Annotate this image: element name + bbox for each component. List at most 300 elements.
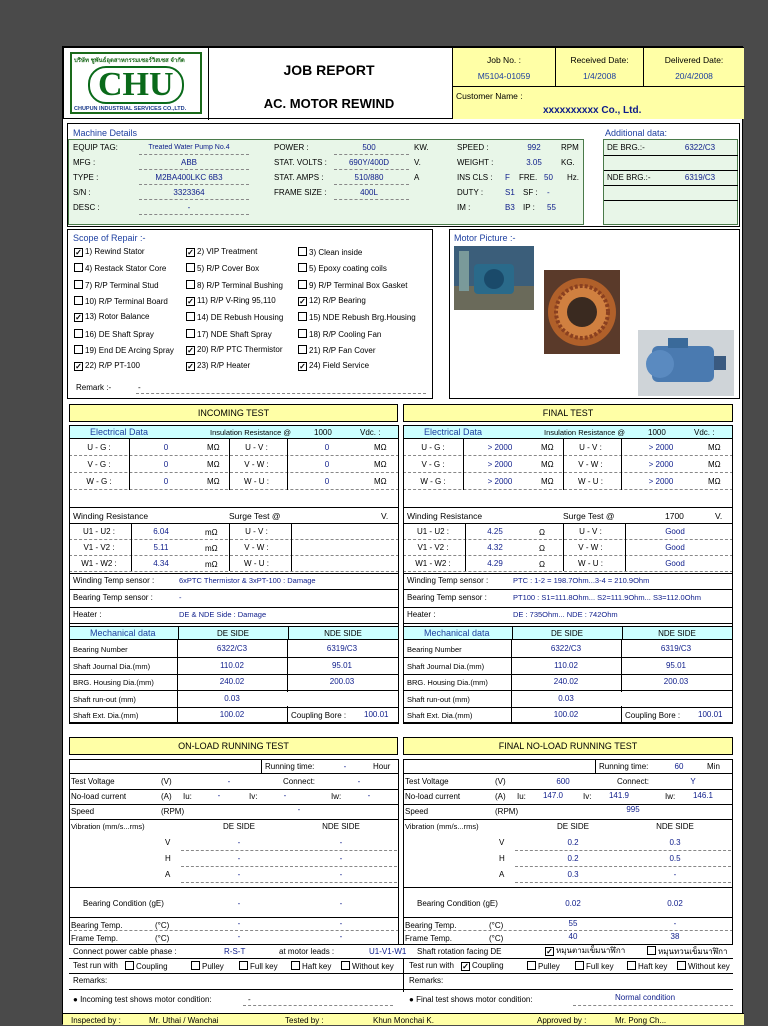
- checkbox-icon[interactable]: ✓: [187, 345, 194, 355]
- machine-details-title: Machine Details: [73, 128, 138, 138]
- rotation-cw-label: หมุนตามเข็มนาฬิกา: [556, 946, 626, 955]
- iw-value: -: [367, 791, 371, 800]
- incoming-condition-value: -: [248, 995, 251, 1004]
- winding-resistance-label: Winding Resistance: [407, 511, 483, 521]
- surge-unit: V.: [381, 511, 389, 521]
- connect-value: -: [357, 777, 361, 786]
- volts-unit: V.: [414, 158, 421, 167]
- coupling-bore-value: 100.01: [364, 710, 389, 719]
- ins-wg-value: 0: [163, 477, 169, 486]
- scope-item-checkbox[interactable]: [186, 312, 283, 323]
- winding-temp-sensor-label: Winding Temp sensor :: [73, 576, 155, 585]
- ins-class-label: INS CLS :: [457, 173, 493, 182]
- final-condition-label: Final test shows motor condition:: [416, 995, 533, 1004]
- type-value: M2BA400LKC 6B3: [155, 173, 223, 182]
- checkbox-icon[interactable]: [298, 280, 307, 289]
- mech-row-label: Shaft run-out (mm): [407, 694, 470, 704]
- scope-item-checkbox[interactable]: [298, 280, 407, 291]
- vib-de-header: DE SIDE: [556, 822, 589, 831]
- ins-vg-label: V - G :: [421, 460, 445, 469]
- bearing-temp-nde: -: [673, 919, 677, 928]
- approver-name: Mr. Pong Ch...: [615, 1016, 667, 1025]
- bearing-condition-label: Bearing Condition (gE): [417, 899, 498, 908]
- unit-label: MΩ: [708, 460, 721, 469]
- running-time-unit: Min: [707, 762, 720, 771]
- scope-item-checkbox[interactable]: [298, 247, 362, 258]
- test-run-half_key-checkbox[interactable]: [627, 961, 667, 972]
- mech-row-label: Bearing Number: [407, 645, 462, 654]
- test-run-half_key-checkbox[interactable]: [291, 961, 331, 972]
- surge-uv-value: Good: [665, 527, 685, 536]
- test-run-option-label: Pulley: [202, 962, 224, 971]
- winding-u-value: 6.04: [153, 527, 169, 536]
- unit-label: Ω: [539, 544, 545, 553]
- checkbox-icon[interactable]: [298, 263, 307, 272]
- desc-label: DESC :: [73, 203, 100, 212]
- heater-value: DE & NDE Side : Damage: [179, 610, 267, 619]
- scope-item-label: 22) R/P PT-100: [85, 361, 140, 371]
- iv-label: Iv:: [249, 792, 258, 801]
- test-run-full_key-checkbox[interactable]: [575, 961, 614, 972]
- rotation-ccw-label: หมุนทวนเข็มนาฬิกา: [658, 947, 728, 956]
- im-label: IM :: [457, 203, 471, 212]
- insulation-label: Insulation Resistance @: [544, 428, 625, 437]
- ins-ug-value: 0: [163, 443, 169, 452]
- mfg-label: MFG :: [73, 158, 96, 167]
- test-run-option-label: Full key: [250, 962, 278, 971]
- scope-item-checkbox[interactable]: [298, 263, 387, 274]
- unit-label: MΩ: [207, 443, 220, 452]
- checkbox-icon[interactable]: [191, 961, 200, 970]
- checkbox-icon[interactable]: ✓: [75, 313, 82, 323]
- heater-label: Heater :: [407, 610, 436, 619]
- mech-de-value: 110.02: [554, 660, 578, 670]
- mech-de-value: 100.02: [219, 710, 245, 719]
- duty-value: S1: [505, 188, 515, 197]
- picture-title: Motor Picture :-: [454, 233, 516, 243]
- iv-value: -: [283, 791, 287, 800]
- mech-de-value: 110.02: [220, 660, 244, 670]
- type-label: TYPE :: [73, 173, 99, 182]
- vib-v-label: V: [165, 838, 171, 847]
- checkbox-icon[interactable]: ✓: [299, 296, 306, 306]
- scope-item-checkbox[interactable]: [74, 296, 168, 307]
- winding-temp-sensor-label: Winding Temp sensor :: [407, 576, 489, 585]
- scope-item-label: 9) R/P Terminal Box Gasket: [309, 280, 408, 290]
- connect-label: Connect:: [283, 777, 316, 786]
- frame-temp-label: Frame Temp.: [405, 934, 452, 943]
- surge-vw-value: Good: [665, 543, 685, 552]
- iw-label: Iw:: [665, 792, 676, 801]
- bearing-condition-nde: -: [339, 899, 343, 908]
- scope-item-label: 8) R/P Terminal Bushing: [197, 280, 283, 290]
- vib-a-de-value: 0.3: [567, 870, 579, 879]
- winding-v-value: 4.32: [487, 543, 503, 552]
- degc-label: (°C): [489, 934, 504, 943]
- vib-h-nde-value: -: [339, 854, 343, 863]
- checkbox-icon[interactable]: ✓: [299, 362, 306, 372]
- scope-item-label: 15) NDE Rebush Brg.Housing: [309, 313, 416, 323]
- weight-unit: KG.: [561, 158, 575, 167]
- test-run-pulley-checkbox[interactable]: [527, 961, 560, 972]
- onload-running-header: ON-LOAD RUNNING TEST: [69, 737, 398, 755]
- scope-item-label: 24) Field Service: [309, 361, 370, 371]
- checkbox-icon[interactable]: [74, 280, 83, 289]
- received-date-label: Received Date:: [570, 55, 629, 65]
- vib-v-de-value: -: [237, 838, 241, 847]
- ins-wu-label: W - U :: [244, 477, 269, 486]
- checkbox-icon[interactable]: [186, 263, 195, 272]
- ip-label: IP :: [523, 203, 535, 212]
- ins-wg-label: W - G :: [86, 477, 112, 486]
- remark-label: Remark :-: [76, 383, 112, 392]
- winding-v-value: 5.11: [153, 543, 169, 552]
- winding-u-value: 4.25: [487, 527, 503, 536]
- ins-class-value: F: [505, 173, 510, 182]
- checkbox-icon[interactable]: [575, 961, 584, 970]
- surge-wu-label: W - U :: [244, 559, 269, 568]
- checkbox-icon[interactable]: [74, 345, 83, 354]
- scope-title: Scope of Repair :-: [73, 233, 146, 243]
- run-bottom: [69, 944, 733, 985]
- test-run-pulley-checkbox[interactable]: [191, 961, 224, 972]
- job-no-label: Job No. :: [486, 55, 522, 65]
- checkbox-icon[interactable]: [186, 280, 195, 289]
- checkbox-icon[interactable]: [527, 961, 536, 970]
- nde-brg-value: 6319/C3: [684, 173, 716, 182]
- winding-u-label: U1 - U2 :: [416, 527, 449, 536]
- surge-wu-label: W - U :: [578, 559, 603, 568]
- amps-label: STAT. AMPS :: [274, 173, 324, 182]
- mech-row-label: BRG. Housing Dia.(mm): [73, 678, 154, 687]
- running-time-label: Running time:: [599, 762, 649, 771]
- customer-name: xxxxxxxxxx Co., Ltd.: [543, 105, 642, 116]
- power-unit: KW.: [414, 143, 429, 152]
- coupling-bore-label: Coupling Bore :: [625, 711, 681, 720]
- equip-tag-label: EQUIP TAG:: [73, 143, 118, 152]
- test-run-option-label: Test run with: [409, 961, 454, 970]
- ins-uv-label: U - V :: [579, 443, 602, 452]
- ins-vw-value: > 2000: [648, 460, 674, 469]
- motor-photo-1: [454, 246, 534, 310]
- unit-label: MΩ: [374, 460, 387, 469]
- scope-item-checkbox[interactable]: [298, 312, 416, 323]
- speed-label: Speed: [405, 807, 429, 816]
- bearing-temp-label: Bearing Temp.: [405, 921, 457, 930]
- vib-v-de-value: 0.2: [567, 838, 579, 847]
- scope-item-checkbox[interactable]: [186, 263, 259, 274]
- final-condition: ● Final test shows motor condition:: [409, 995, 533, 1004]
- checkbox-icon[interactable]: [74, 296, 83, 305]
- insulation-voltage: 1000: [314, 428, 332, 437]
- vib-h-de-value: -: [237, 854, 241, 863]
- sn-value: 3323364: [173, 188, 205, 197]
- heater-label: Heater :: [73, 610, 102, 619]
- frame-value: 400L: [360, 188, 378, 197]
- frame-temp-de: 40: [568, 932, 578, 941]
- test-run-full_key-checkbox[interactable]: [239, 961, 278, 972]
- ins-ug-label: U - G :: [421, 443, 445, 452]
- bearing-condition-label: Bearing Condition (gE): [83, 899, 164, 908]
- vib-v-nde-value: 0.3: [669, 838, 681, 847]
- surge-voltage: 1700: [665, 511, 684, 521]
- scope-item-checkbox[interactable]: [186, 361, 250, 371]
- vib-nde-header: NDE SIDE: [656, 822, 694, 831]
- job-no-value: M5104-01059: [477, 71, 531, 81]
- vib-a-nde-value: -: [339, 870, 343, 879]
- speed-unit: RPM: [561, 143, 579, 152]
- mech-nde-value: 6319/C3: [660, 644, 692, 653]
- test-run-without_key-checkbox[interactable]: [677, 961, 730, 972]
- checkbox-icon[interactable]: [677, 961, 686, 970]
- vib-a-de-value: -: [237, 870, 241, 879]
- checkbox-icon[interactable]: ✓: [75, 362, 82, 372]
- rotation-cw-checkbox[interactable]: ✓ หมุนตามเข็มนาฬิกา: [546, 946, 626, 956]
- scope-item-checkbox[interactable]: [74, 263, 166, 274]
- unit-label: mΩ: [205, 544, 218, 553]
- scope-item-label: 19) End DE Arcing Spray: [85, 345, 174, 355]
- mech-nde-value: 95.01: [331, 660, 353, 670]
- test-run-option-label: Full key: [586, 962, 614, 971]
- scope-item-label: 23) R/P Heater: [197, 361, 251, 371]
- machine-fields: [68, 139, 584, 225]
- nde-brg-label: NDE BRG.:-: [607, 173, 651, 182]
- checkbox-icon[interactable]: [186, 312, 195, 321]
- checkbox-icon[interactable]: [125, 961, 134, 970]
- checkbox-icon[interactable]: [74, 329, 83, 338]
- unit-label: MΩ: [541, 443, 554, 452]
- insulation-label: Insulation Resistance @: [210, 428, 291, 437]
- surge-vw-label: V - W :: [244, 543, 269, 552]
- scope-item-checkbox[interactable]: [74, 329, 154, 340]
- checkbox-icon[interactable]: [298, 329, 307, 338]
- scope-item-checkbox[interactable]: [74, 345, 174, 356]
- scope-item-checkbox[interactable]: [298, 345, 376, 356]
- bearing-condition-nde: 0.02: [667, 899, 683, 908]
- test-run-coupling-checkbox[interactable]: [461, 961, 504, 971]
- mechanical-data-label: Mechanical data: [90, 628, 156, 638]
- degc-label: (°C): [489, 921, 504, 930]
- speed-label: SPEED :: [457, 143, 489, 152]
- checkbox-icon[interactable]: [239, 961, 248, 970]
- weight-value: 3.05: [526, 158, 542, 167]
- checkbox-icon[interactable]: [186, 329, 195, 338]
- test-run-coupling-checkbox[interactable]: [125, 961, 168, 972]
- scope-item-label: 5) R/P Cover Box: [197, 264, 260, 274]
- scope-item-checkbox[interactable]: [186, 280, 283, 291]
- final-condition-value: Normal condition: [615, 993, 676, 1002]
- frame-temp-label: Frame Temp.: [71, 934, 118, 943]
- test-run-without_key-checkbox[interactable]: [341, 961, 394, 972]
- scope-item-label: 2) VIP Treatment: [197, 247, 258, 256]
- test-voltage-value: -: [227, 777, 231, 786]
- running-time-value: -: [343, 762, 347, 771]
- motor-leads-label: at motor leads :: [279, 947, 335, 956]
- unit-label: MΩ: [541, 477, 554, 486]
- scope-item-checkbox[interactable]: [74, 312, 149, 322]
- vib-h-nde-value: 0.5: [669, 854, 681, 863]
- power-value: 500: [362, 143, 376, 152]
- scope-item-label: 16) DE Shaft Spray: [85, 329, 154, 339]
- scope-item-checkbox[interactable]: [186, 345, 283, 355]
- ins-vg-value: 0: [163, 460, 169, 469]
- vib-h-label: H: [165, 854, 171, 863]
- scope-item-checkbox[interactable]: [74, 361, 140, 371]
- scope-item-checkbox[interactable]: [186, 329, 272, 340]
- checkbox-icon[interactable]: ✓: [75, 248, 82, 257]
- iv-label: Iv:: [583, 792, 592, 801]
- scope-item-label: 5) Epoxy coating coils: [309, 264, 387, 274]
- mech-nde-value: 6319/C3: [326, 644, 358, 653]
- scope-item-checkbox[interactable]: [298, 329, 381, 340]
- im-value: B3: [505, 203, 515, 212]
- surge-wu-value: Good: [665, 559, 685, 568]
- machine-details: [67, 123, 740, 227]
- scope-item-checkbox[interactable]: [186, 296, 276, 306]
- vibration-label: Vibration (mm/s...rms): [405, 822, 479, 831]
- checkbox-icon[interactable]: [298, 345, 307, 354]
- iu-value: 147.0: [542, 791, 564, 800]
- report-title: JOB REPORT: [283, 62, 375, 78]
- mfg-value: ABB: [180, 158, 197, 167]
- motor-photo-3: [638, 330, 734, 396]
- surge-test-label: Surge Test @: [563, 511, 615, 521]
- electrical-header: [403, 425, 733, 439]
- ins-vw-label: V - W :: [578, 460, 603, 469]
- amps-unit: A: [414, 173, 420, 182]
- frame-temp-de: -: [237, 932, 241, 941]
- winding-u-label: U1 - U2 :: [82, 527, 115, 536]
- surge-uv-label: U - V :: [245, 527, 268, 536]
- test-run-option-label: Haft key: [302, 962, 332, 971]
- mech-de-value: 0.03: [558, 693, 574, 703]
- running-time-label: Running time:: [265, 762, 315, 771]
- scope-item-label: 17) NDE Shaft Spray: [197, 329, 272, 339]
- scope-item-label: 18) R/P Cooling Fan: [309, 329, 382, 339]
- mech-de-value: 240.02: [219, 677, 245, 686]
- winding-v-label: V1 - V2 :: [83, 543, 115, 552]
- winding-temp-sensor-value: 6xPTC Thermistor & 3xPT-100 : Damage: [179, 576, 316, 585]
- sf-value: -: [547, 188, 550, 197]
- iw-value: 146.1: [692, 791, 714, 800]
- electrical-header: [69, 425, 399, 439]
- mech-row-label: Shaft Ext. Dia.(mm): [73, 711, 139, 720]
- scope-item-label: 7) R/P Terminal Stud: [85, 280, 159, 290]
- mech-nde-value: 95.01: [665, 660, 687, 670]
- duty-label: DUTY :: [457, 188, 484, 197]
- vib-v-nde-value: -: [339, 838, 343, 847]
- checkbox-icon[interactable]: ✓: [462, 962, 469, 971]
- freq-value: 50: [544, 173, 553, 182]
- scope-item-checkbox[interactable]: [298, 361, 369, 371]
- inspected-label: Inspected by :: [71, 1016, 121, 1025]
- motor-picture-section: [449, 229, 740, 399]
- frame-label: FRAME SIZE :: [274, 188, 327, 197]
- vib-a-label: A: [499, 870, 505, 879]
- vib-nde-header: NDE SIDE: [322, 822, 360, 831]
- ins-uv-label: U - V :: [245, 443, 268, 452]
- mech-row-label: Shaft run-out (mm): [73, 694, 136, 704]
- amps-value: 510/880: [354, 173, 384, 182]
- test-run-option-label: Coupling: [472, 961, 504, 970]
- bearing-temp-sensor-value: -: [179, 593, 182, 602]
- checkbox-icon[interactable]: [291, 961, 300, 970]
- rotation-label: Shaft rotation facing DE: [417, 947, 502, 956]
- winding-resistance-label: Winding Resistance: [73, 511, 149, 521]
- ins-vw-value: 0: [324, 460, 330, 469]
- iu-label: Iu:: [517, 792, 526, 801]
- ins-ug-label: U - G :: [87, 443, 111, 452]
- bearing-temp-de: -: [237, 919, 241, 928]
- ins-wu-value: 0: [324, 477, 330, 486]
- electrical-data-label: Electrical Data: [90, 427, 149, 437]
- checkbox-icon[interactable]: [627, 961, 636, 970]
- nde-side-header: NDE SIDE: [324, 629, 362, 638]
- sf-label: SF :: [523, 188, 538, 197]
- received-date-value: 1/4/2008: [582, 71, 617, 81]
- degc-label: (°C): [155, 934, 170, 943]
- cable-phase-label: Connect power cable phase :: [73, 947, 177, 956]
- onload-running-panel: [69, 759, 399, 945]
- frame-temp-nde: 38: [670, 932, 680, 941]
- mech-nde-value: 200.03: [663, 677, 689, 686]
- scope-item-label: 3) Clean inside: [309, 248, 363, 257]
- logo-text: CHU: [88, 66, 184, 104]
- scope-item-checkbox[interactable]: [74, 247, 145, 257]
- de-side-header: DE SIDE: [550, 629, 583, 638]
- desc-value: -: [187, 203, 191, 212]
- checkbox-icon[interactable]: [298, 312, 307, 321]
- checkbox-icon[interactable]: ✓: [187, 362, 194, 372]
- bearing-temp-de: 55: [568, 919, 578, 928]
- incoming-test-header: INCOMING TEST: [69, 404, 398, 422]
- unit-label: mΩ: [205, 560, 218, 569]
- scope-item-checkbox[interactable]: [74, 280, 159, 291]
- checkbox-icon[interactable]: ✓: [187, 248, 194, 257]
- additional-data-title: Additional data:: [605, 128, 668, 138]
- rotation-ccw-checkbox[interactable]: [647, 946, 728, 957]
- scope-item-checkbox[interactable]: [298, 296, 366, 306]
- checkbox-icon[interactable]: [74, 263, 83, 272]
- volts-value: 690Y/400D: [348, 158, 390, 167]
- test_voltage-label: Test Voltage: [405, 777, 449, 786]
- final-running-header: FINAL NO-LOAD RUNNING TEST: [403, 737, 733, 755]
- mech-row-label: Shaft Ext. Dia.(mm): [407, 711, 473, 720]
- noload_current-label: No-load current: [405, 792, 461, 801]
- speed-value: -: [297, 805, 301, 814]
- speed-value: 992: [527, 143, 541, 152]
- test-voltage-value: 600: [556, 777, 570, 786]
- scope-item-label: 11) R/P V-Ring 95,110: [197, 295, 276, 305]
- speed-value: 995: [626, 805, 640, 814]
- vib-h-label: H: [499, 854, 505, 863]
- checkbox-icon[interactable]: ✓: [187, 296, 194, 306]
- test_voltage-unit: (V): [161, 777, 172, 786]
- mech-de-value: 240.02: [553, 677, 579, 686]
- volts-label: STAT. VOLTS :: [274, 158, 327, 167]
- bearing-condition-de: 0.02: [565, 899, 581, 908]
- iw-label: Iw:: [331, 792, 342, 801]
- company-logo: [70, 52, 202, 114]
- scope-item-label: 21) R/P Fan Cover: [309, 345, 376, 355]
- checkbox-icon[interactable]: [298, 247, 307, 256]
- frame-temp-nde: -: [339, 932, 343, 941]
- scope-item-checkbox[interactable]: [186, 247, 257, 257]
- heater-value: DE : 735Ohm... NDE : 742Ohm: [513, 610, 618, 619]
- checkbox-icon[interactable]: [341, 961, 350, 970]
- mech-row-label: BRG. Housing Dia.(mm): [407, 678, 488, 687]
- delivered-date-label: Delivered Date:: [664, 55, 724, 65]
